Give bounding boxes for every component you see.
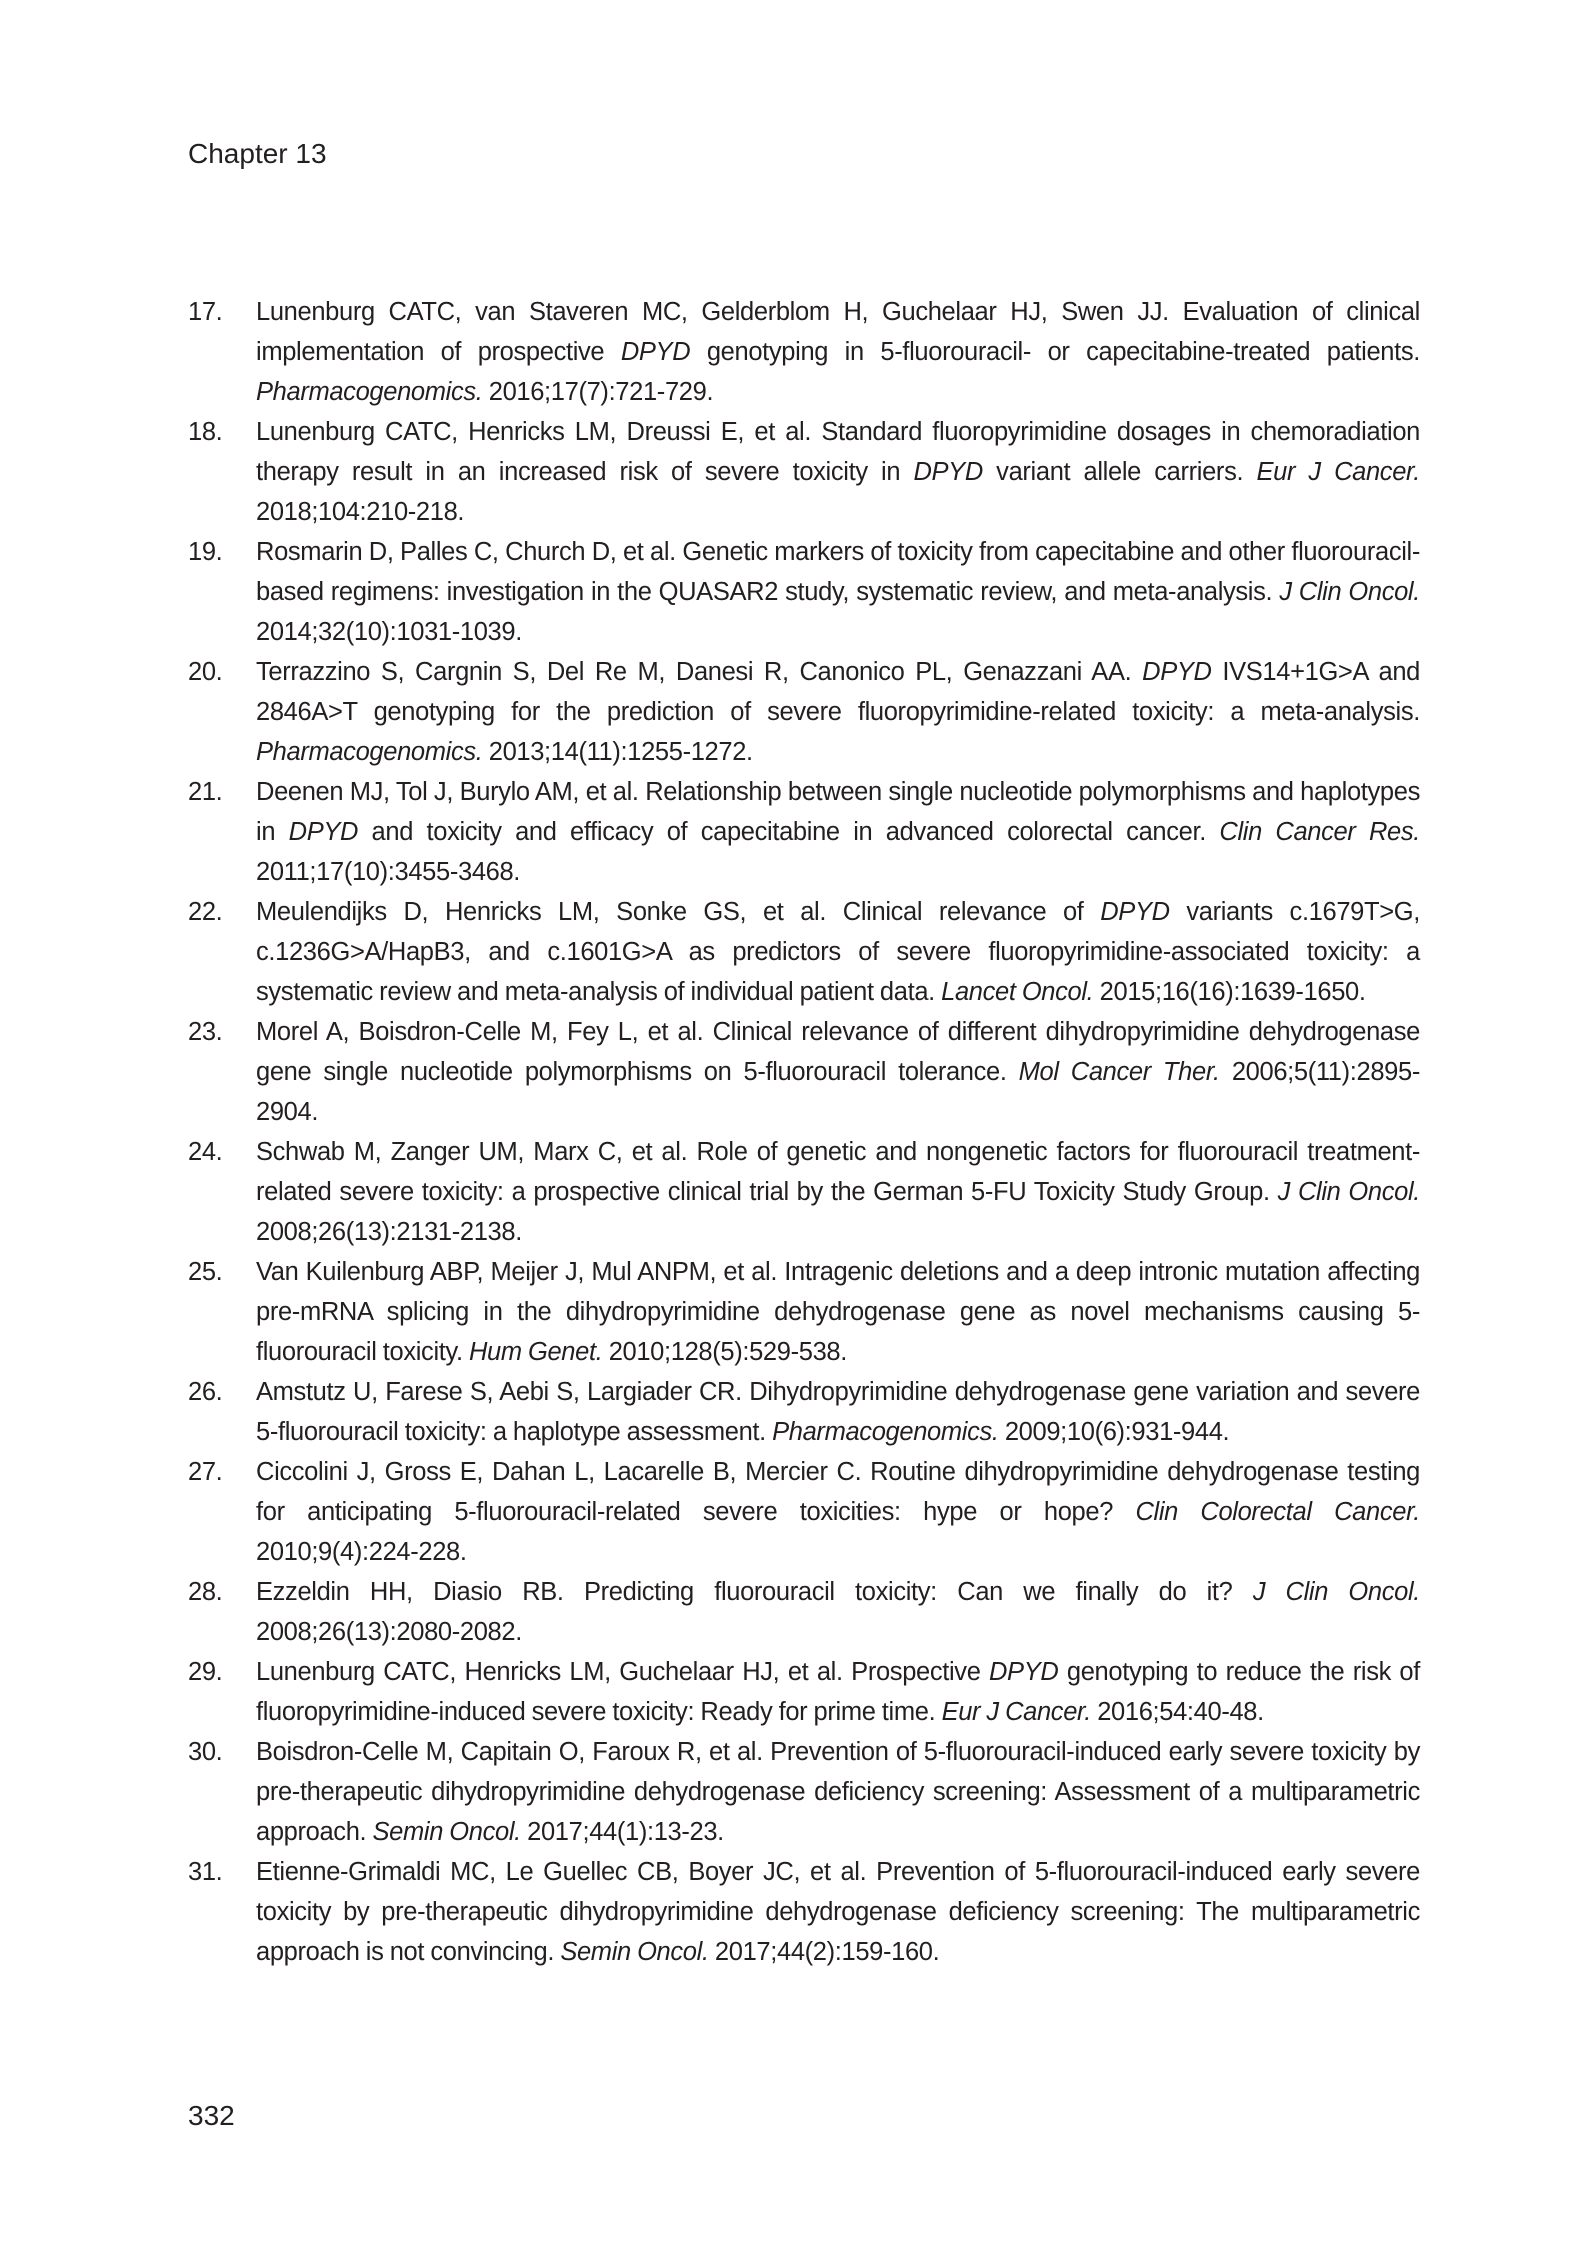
reference-italic-segment: Semin Oncol. <box>372 1818 521 1846</box>
reference-number: 31. <box>188 1858 223 1886</box>
reference-text <box>256 892 1420 1012</box>
reference-text <box>256 1132 1420 1252</box>
reference-segment: Boisdron-Celle M, Capitain O, Faroux R, et al. Prevention of 5-fluorouracil-induced early severe toxicity by pre-therapeutic dihydropyrimidine dehydrogenase deficiency screening: Assessment of a multiparametric approach. <box>256 1738 1420 1846</box>
reference-text <box>256 1572 1420 1652</box>
reference-number: 17. <box>188 298 223 326</box>
reference-italic-segment: Clin Colorectal Cancer. <box>1135 1498 1420 1526</box>
reference-segment: variants c.1679T>G, c.1236G>A/HapB3, and c.1601G>A as predictors of severe fluoropyrimidine-associated toxicity: a systematic review and meta-analysis of individual patient data. <box>256 898 1420 1006</box>
reference-item <box>188 1652 1420 1732</box>
reference-item <box>188 292 1420 412</box>
reference-item <box>188 1452 1420 1572</box>
reference-number: 20. <box>188 658 223 686</box>
reference-segment: 2009;10(6):931-944. <box>998 1418 1230 1446</box>
reference-segment: Ezzeldin HH, Diasio RB. Predicting fluorouracil toxicity: Can we finally do it? <box>256 1578 1253 1606</box>
reference-number: 27. <box>188 1458 223 1486</box>
reference-segment: 2006;5(11):2895-2904. <box>256 1058 1420 1126</box>
reference-italic-segment: J Clin Oncol. <box>1277 1178 1420 1206</box>
reference-item <box>188 532 1420 652</box>
reference-segment: Schwab M, Zanger UM, Marx C, et al. Role of genetic and nongenetic factors for fluorouracil treatment-related severe toxicity: a prospective clinical trial by the German 5-FU Toxicity Study Group. <box>256 1138 1420 1206</box>
reference-italic-segment: DPYD <box>1100 898 1170 926</box>
reference-number: 21. <box>188 778 223 806</box>
reference-number: 22. <box>188 898 223 926</box>
reference-text <box>256 412 1420 532</box>
reference-number: 19. <box>188 538 223 566</box>
reference-number: 18. <box>188 418 223 446</box>
reference-item <box>188 652 1420 772</box>
reference-item <box>188 1372 1420 1452</box>
reference-text <box>256 1372 1420 1452</box>
reference-text <box>256 292 1420 412</box>
reference-segment: 2008;26(13):2080-2082. <box>256 1618 522 1646</box>
reference-italic-segment: Eur J Cancer. <box>941 1698 1091 1726</box>
reference-italic-segment: DPYD <box>1142 658 1212 686</box>
reference-item <box>188 1572 1420 1652</box>
reference-segment: Terrazzino S, Cargnin S, Del Re M, Danesi R, Canonico PL, Genazzani AA. <box>256 658 1143 686</box>
reference-text <box>256 1012 1420 1132</box>
reference-number: 29. <box>188 1658 223 1686</box>
reference-segment: Rosmarin D, Palles C, Church D, et al. Genetic markers of toxicity from capecitabine and other fluorouracil-based regimens: investigation in the QUASAR2 study, systematic review, and meta-analysis. <box>256 538 1420 606</box>
reference-segment: 2015;16(16):1639-1650. <box>1093 978 1366 1006</box>
reference-italic-segment: Pharmacogenomics. <box>256 378 483 406</box>
reference-item <box>188 892 1420 1012</box>
reference-italic-segment: J Clin Oncol. <box>1279 578 1420 606</box>
reference-italic-segment: Lancet Oncol. <box>941 978 1094 1006</box>
reference-text <box>256 1452 1420 1572</box>
reference-italic-segment: Pharmacogenomics. <box>256 738 483 766</box>
reference-segment: genotyping in 5-fluorouracil- or capecitabine-treated patients. <box>690 338 1420 366</box>
reference-segment: Deenen MJ, Tol J, Burylo AM, et al. Relationship between single nucleotide polymorphisms and haplotypes in <box>256 778 1420 846</box>
reference-segment: Van Kuilenburg ABP, Meijer J, Mul ANPM, et al. Intragenic deletions and a deep intronic mutation affecting pre-mRNA splicing in the dihydropyrimidine dehydrogenase gene as novel mechanisms causing 5-fluorouracil toxicity. <box>256 1258 1420 1366</box>
reference-italic-segment: DPYD <box>620 338 691 366</box>
reference-italic-segment: DPYD <box>913 458 983 486</box>
reference-segment: 2016;54:40-48. <box>1090 1698 1264 1726</box>
reference-list <box>188 292 1420 1972</box>
reference-segment: Lunenburg CATC, Henricks LM, Dreussi E, et al. Standard fluoropyrimidine dosages in chemoradiation therapy result in an increased risk of severe toxicity in <box>256 418 1420 486</box>
reference-segment: 2010;9(4):224-228. <box>256 1538 467 1566</box>
reference-italic-segment: Mol Cancer Ther. <box>1018 1058 1220 1086</box>
reference-segment: 2016;17(7):721-729. <box>482 378 714 406</box>
reference-segment: Amstutz U, Farese S, Aebi S, Largiader CR. Dihydropyrimidine dehydrogenase gene variation and severe 5-fluorouracil toxicity: a haplotype assessment. <box>256 1378 1420 1446</box>
reference-text <box>256 1732 1420 1852</box>
reference-text <box>256 1252 1420 1372</box>
reference-segment: 2017;44(2):159-160. <box>708 1938 940 1966</box>
reference-italic-segment: Clin Cancer Res. <box>1219 818 1420 846</box>
reference-segment: Meulendijks D, Henricks LM, Sonke GS, et al. Clinical relevance of <box>256 898 1101 926</box>
reference-segment: 2010;128(5):529-538. <box>602 1338 847 1366</box>
reference-segment: IVS14+1G>A and 2846A>T genotyping for the prediction of severe fluoropyrimidine-related toxicity: a meta-analysis. <box>256 658 1420 726</box>
reference-item <box>188 1012 1420 1132</box>
reference-segment: 2018;104:210-218. <box>256 498 465 526</box>
reference-italic-segment: J Clin Oncol. <box>1252 1578 1420 1606</box>
reference-segment: and toxicity and efficacy of capecitabine in advanced colorectal cancer. <box>358 818 1220 846</box>
reference-italic-segment: Pharmacogenomics. <box>772 1418 999 1446</box>
reference-item <box>188 1252 1420 1372</box>
reference-segment: Etienne-Grimaldi MC, Le Guellec CB, Boyer JC, et al. Prevention of 5-fluorouracil-induced early severe toxicity by pre-therapeutic dihydropyrimidine dehydrogenase deficiency screening: The multiparametric approach is not convincing. <box>256 1858 1420 1966</box>
reference-segment: 2013;14(11):1255-1272. <box>482 738 753 766</box>
reference-number: 25. <box>188 1258 223 1286</box>
reference-segment: variant allele carriers. <box>982 458 1257 486</box>
reference-segment: 2014;32(10):1031-1039. <box>256 618 522 646</box>
reference-segment: 2017;44(1):13-23. <box>520 1818 724 1846</box>
reference-item <box>188 772 1420 892</box>
reference-item <box>188 1852 1420 1972</box>
reference-segment: Ciccolini J, Gross E, Dahan L, Lacarelle B, Mercier C. Routine dihydropyrimidine dehydrogenase testing for anticipating 5-fluorouracil-related severe toxicities: hype or hope? <box>256 1458 1420 1526</box>
reference-text <box>256 532 1420 652</box>
reference-text <box>256 1652 1420 1732</box>
reference-italic-segment: DPYD <box>288 818 359 846</box>
reference-italic-segment: DPYD <box>988 1658 1059 1686</box>
reference-text <box>256 652 1420 772</box>
page-number: 332 <box>188 2100 235 2131</box>
reference-segment: 2008;26(13):2131-2138. <box>256 1218 522 1246</box>
reference-segment: genotyping to reduce the risk of fluoropyrimidine-induced severe toxicity: Ready for prime time. <box>256 1658 1421 1726</box>
reference-text <box>256 772 1420 892</box>
reference-segment: Morel A, Boisdron-Celle M, Fey L, et al. Clinical relevance of different dihydropyrimidine dehydrogenase gene single nucleotide polymorphisms on 5-fluorouracil tolerance. <box>256 1018 1420 1086</box>
reference-italic-segment: Eur J Cancer. <box>1256 458 1420 486</box>
reference-segment: 2011;17(10):3455-3468. <box>256 858 521 886</box>
reference-item <box>188 1132 1420 1252</box>
reference-italic-segment: Semin Oncol. <box>560 1938 709 1966</box>
reference-number: 26. <box>188 1378 223 1406</box>
reference-segment: Lunenburg CATC, Henricks LM, Guchelaar HJ, et al. Prospective <box>256 1658 989 1686</box>
reference-item <box>188 1732 1420 1852</box>
reference-item <box>188 412 1420 532</box>
chapter-header: Chapter 13 <box>188 138 327 169</box>
reference-number: 23. <box>188 1018 223 1046</box>
reference-italic-segment: Hum Genet. <box>468 1338 603 1366</box>
reference-number: 24. <box>188 1138 223 1166</box>
reference-text <box>256 1852 1420 1972</box>
reference-segment: Lunenburg CATC, van Staveren MC, Gelderblom H, Guchelaar HJ, Swen JJ. Evaluation of clinical implementation of prospective <box>256 298 1420 366</box>
reference-number: 28. <box>188 1578 223 1606</box>
reference-number: 30. <box>188 1738 223 1766</box>
